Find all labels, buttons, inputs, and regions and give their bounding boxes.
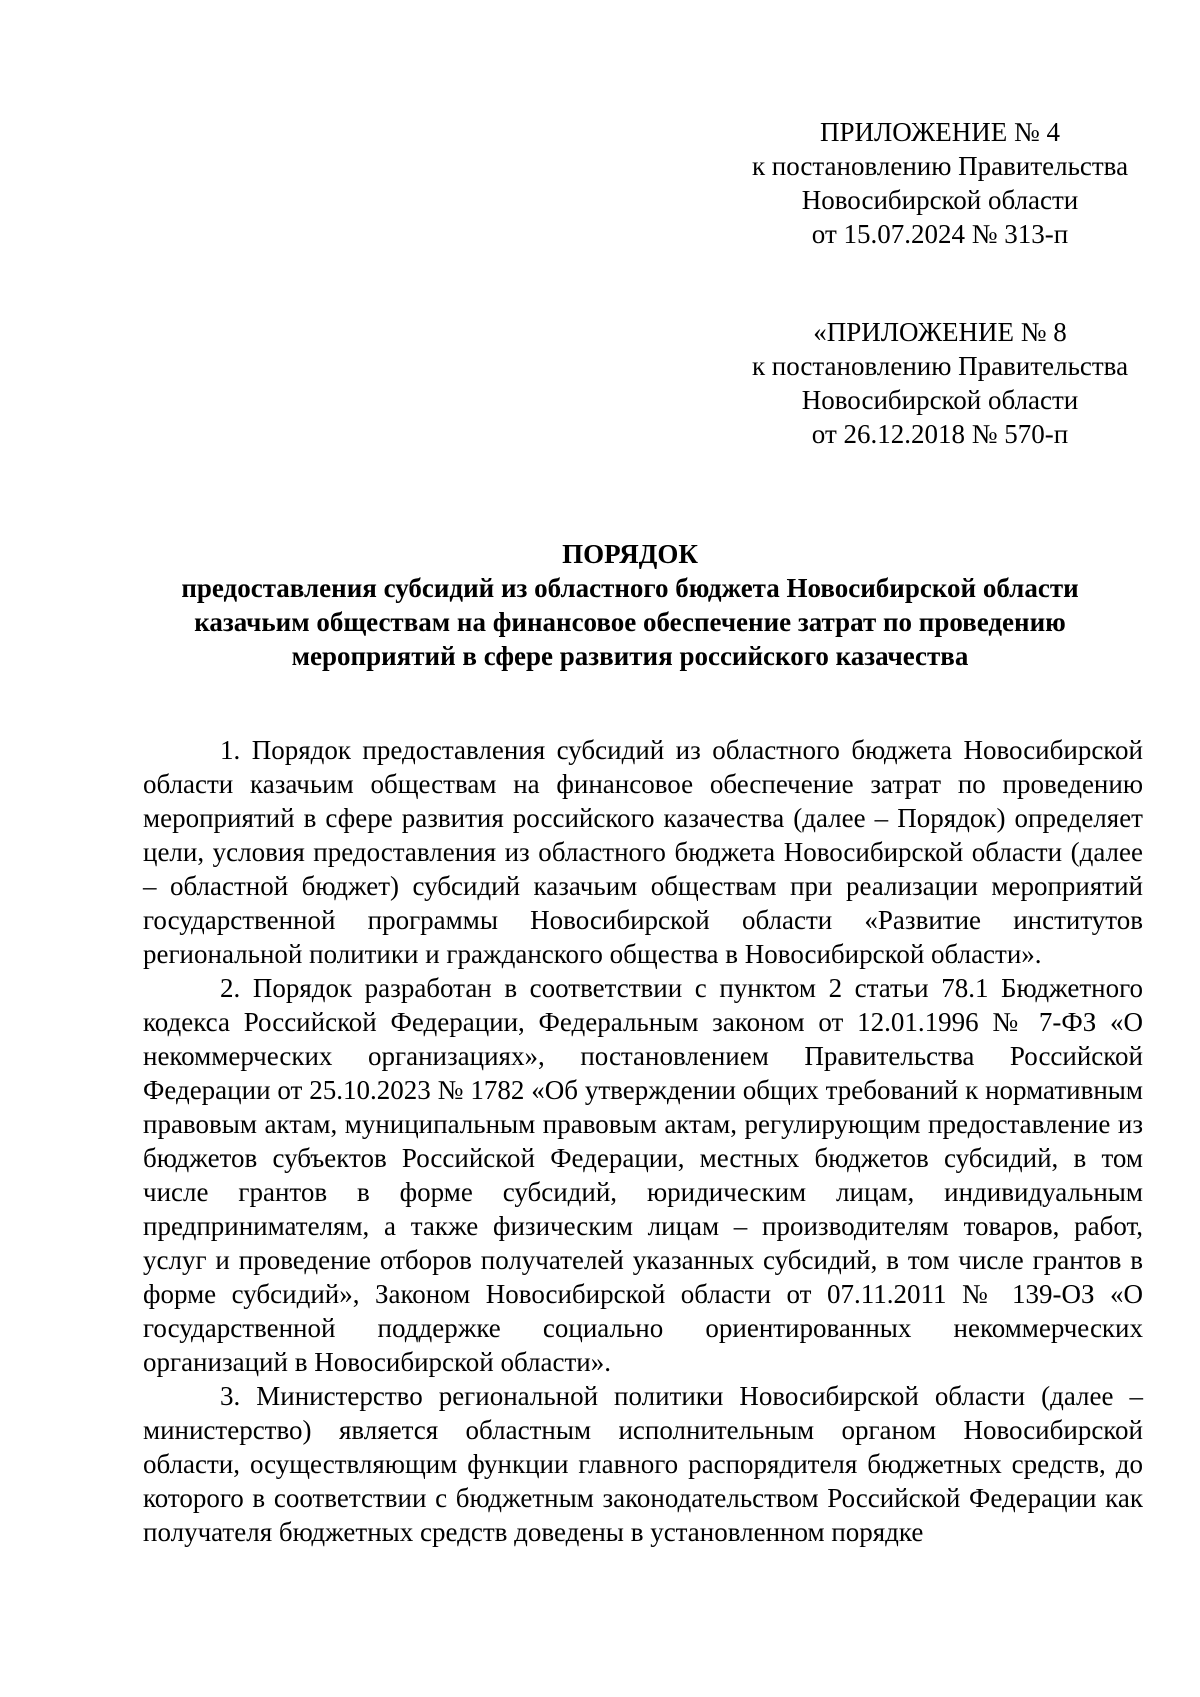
appendix-region: Новосибирской области <box>801 385 1079 415</box>
paragraph-3: 3. Министерство региональной политики Новосибирской области (далее – министерство) является областным исполнительным органом Новосибирской области, осуществляющим функции главного распорядителя бюджетных средств, до которого в соответствии с бюджетным законодательством Российской Федерации как получателя бюджетных средств доведены в установленном порядке <box>143 1381 1143 1547</box>
appendix-header-current <box>745 115 1135 251</box>
appendix-header-amended <box>745 315 1135 451</box>
document-body <box>143 733 1143 1549</box>
document-title <box>130 537 1130 673</box>
appendix-reference: к постановлению Правительства <box>751 151 1129 181</box>
appendix-date-number: от 15.07.2024 № 313-п <box>811 219 1069 249</box>
appendix-number: ПРИЛОЖЕНИЕ № 4 <box>819 117 1061 147</box>
paragraph-2: 2. Порядок разработан в соответствии с пунктом 2 статьи 78.1 Бюджетного кодекса Российской Федерации, Федеральным законом от 12.01.1996 № 7-ФЗ «О некоммерческих организациях», постановлением Правительства Российской Федерации от 25.10.2023 № 1782 «Об утверждении общих требований к нормативным правовым актам, муниципальным правовым актам, регулирующим предоставление из бюджетов субъектов Российской Федерации, местных бюджетов субсидий, в том числе грантов в форме субсидий, юридическим лицам, индивидуальным предпринимателям, а также физическим лицам – производителям товаров, работ, услуг и проведение отборов получателей указанных субсидий, в том числе грантов в форме субсидий», Законом Новосибирской области от 07.11.2011 № 139-ОЗ «О государственной поддержке социально ориентированных некоммерческих организаций в Новосибирской области». <box>143 973 1143 1377</box>
paragraph-1: 1. Порядок предоставления субсидий из областного бюджета Новосибирской области казачьим обществам на финансовое обеспечение затрат по проведению мероприятий в сфере развития российского казачества (далее – Порядок) определяет цели, условия предоставления из областного бюджета Новосибирской области (далее – областной бюджет) субсидий казачьим обществам при реализации мероприятий государственной программы Новосибирской области «Развитие институтов региональной политики и гражданского общества в Новосибирской области». <box>143 735 1143 969</box>
appendix-date-number: от 26.12.2018 № 570-п <box>811 419 1069 449</box>
title-subtitle-line: мероприятий в сфере развития российского казачества <box>291 641 969 671</box>
title-subtitle-line: казачьим обществам на финансовое обеспечение затрат по проведению <box>194 607 1066 637</box>
title-subtitle-line: предоставления субсидий из областного бюджета Новосибирской области <box>181 573 1079 603</box>
title-heading: ПОРЯДОК <box>562 539 698 569</box>
appendix-region: Новосибирской области <box>801 185 1079 215</box>
appendix-reference: к постановлению Правительства <box>751 351 1129 381</box>
appendix-number: «ПРИЛОЖЕНИЕ № 8 <box>813 317 1067 347</box>
